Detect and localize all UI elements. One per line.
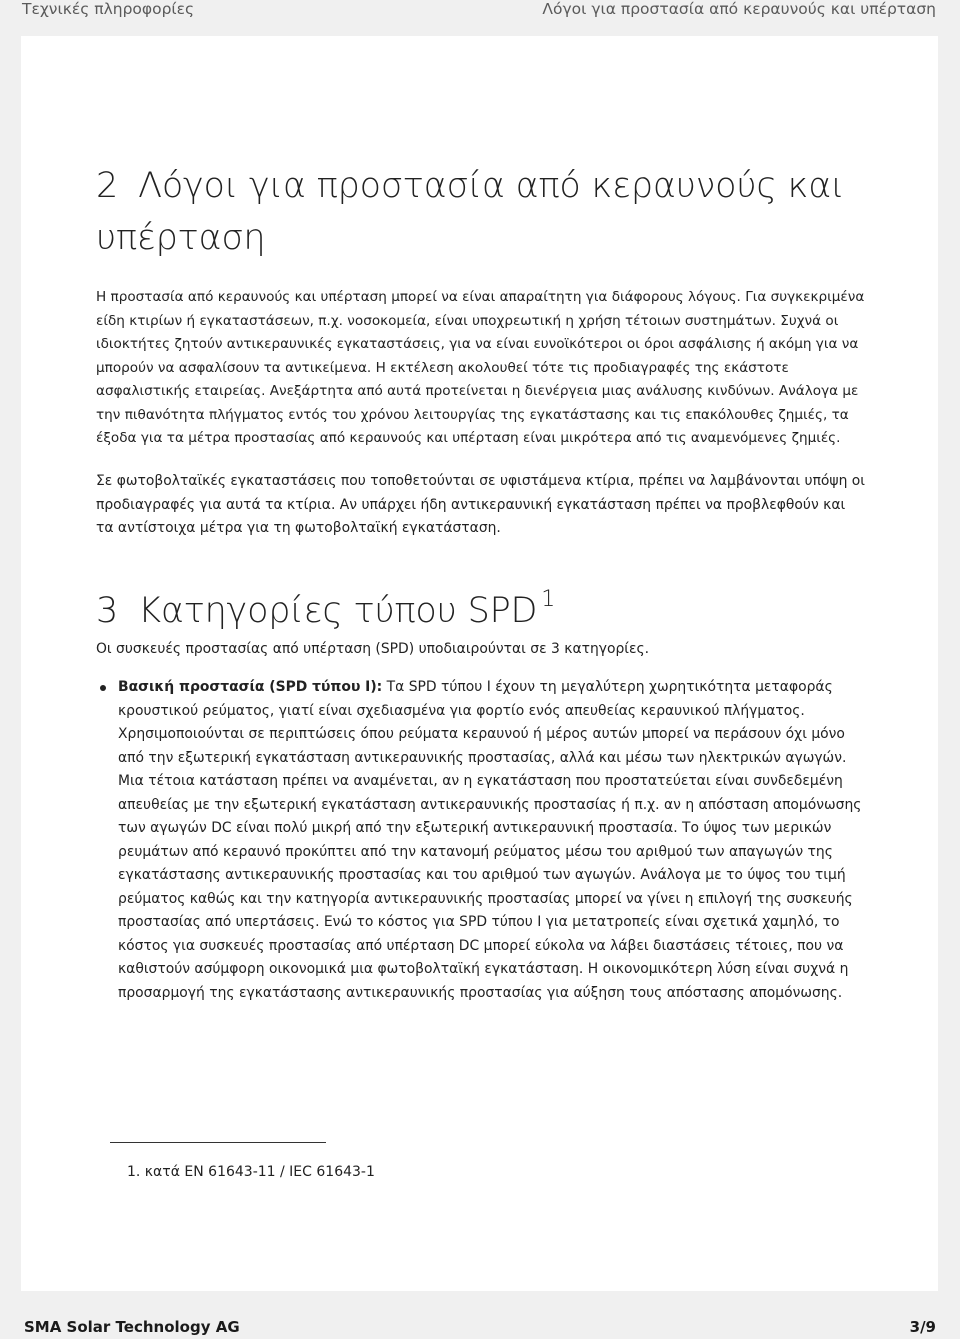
- section-2-title: Λόγοι για προστασία από κεραυνούς και υπέρταση: [96, 166, 845, 258]
- section-3-title: Κατηγορίες τύπου SPD: [138, 591, 538, 631]
- header-chapter-title: Λόγοι για προστασία από κεραυνούς και υπέρταση: [542, 0, 936, 18]
- footer-company: SMA Solar Technology AG: [24, 1318, 240, 1336]
- footnote: 1. κατά EN 61643-11 / IEC 61643-1: [127, 1164, 375, 1180]
- page-sheet: [21, 36, 938, 1291]
- section-2-paragraph-1: Η προστασία από κεραυνούς και υπέρταση μπορεί να είναι απαραίτητη για διάφορους λόγους. Για συγκεκριμένα είδη κτιρίων ή εγκαταστάσεων, π.χ. νοσοκομεία, είναι υποχρεωτική η χρήση τέτοιων συστημάτων. Συχνά οι ιδιοκτήτες ζητούν αντικεραυνικές εγκαταστάσεις, για να είναι ευνοϊκότεροι οι όροι ασφάλισης ή ακόμη για να μπορούν να ασφαλίσουν τα αντικείμενα. Η εκτέλεση ακολουθεί τότε τις προδιαγραφές της εκάστοτε ασφαλιστικής εταιρείας. Ανεξάρτητα από αυτά προτείνεται η διενέργεια μιας ανάλυσης κινδύνων. Ανάλογα με την πιθανότητα πλήγματος εντός του χρόνου λειτουργίας της εγκατάστασης και τις επακόλουθες ζημιές, τα έξοδα για τα μέτρα προστασίας από κεραυνούς και υπέρταση είναι μικρότερα από τις αναμενόμενες ζημιές.: [96, 289, 865, 446]
- bullet-icon: [100, 685, 106, 691]
- section-2-number: 2: [96, 166, 119, 206]
- list-item-heading: Βασική προστασία (SPD τύπου I):: [118, 679, 383, 695]
- section-2-paragraph-2: Σε φωτοβολταϊκές εγκαταστάσεις που τοποθετούνται σε υφιστάμενα κτίρια, πρέπει να λαμβάνονται υπόψη οι προδιαγραφές για αυτά τα κτίρια. Αν υπάρχει ήδη αντικεραυνική εγκατάσταση πρέπει να προβλεφθούν και τα αντίστοιχα μέτρα για τη φωτοβολταϊκή εγκατάσταση.: [96, 473, 866, 536]
- footnote-divider: [110, 1142, 326, 1143]
- page-number: 3/9: [909, 1318, 936, 1336]
- page-header: [0, 0, 960, 36]
- section-3-number: 3: [96, 591, 119, 631]
- section-3-heading: [96, 574, 856, 637]
- footnote-reference: 1: [541, 587, 556, 612]
- list-item: [96, 676, 866, 1005]
- page-footer: [24, 1318, 936, 1338]
- header-doc-type: Τεχνικές πληροφορίες: [22, 0, 195, 18]
- section-2-heading: [96, 160, 856, 264]
- list-item-text: Τα SPD τύπου I έχουν τη μεγαλύτερη χωρητικότητα μεταφοράς κρουστικού ρεύματος, γιατί είναι σχεδιασμένα για φορτίο ενός απευθείας κεραυνικού πλήγματος. Χρησιμοποιούνται σε περιπτώσεις όπου ρεύματα κεραυνού ή μέρος αυτών μπορεί να περάσουν όχι μόνο από την εξωτερική εγκατάσταση αντικεραυνικής προστασίας, αλλά και μέσω των ηλεκτρικών αγωγών. Μια τέτοια κατάσταση πρέπει να αναμένεται, αν η εγκατάσταση που προστατεύεται είναι συνδεδεμένη απευθείας με την εξωτερική εγκατάσταση αντικεραυνικής προστασίας ή π.χ. αν η απόσταση απομόνωσης των αγωγών DC είναι πολύ μικρή από την εξωτερική αντικεραυνική προστασία. Το ύψος των μερικών ρευμάτων από κεραυνό προκύπτει από την κατανομή ρεύματος μέσω του αριθμού των απαγωγών της εγκατάστασης αντικεραυνικής προστασίας και του αριθμού των αγωγών. Ανάλογα με το ύψος του τιμή ρεύματος καθώς και την κατηγορία αντικεραυνικής προστασίας μπορεί να γίνει η επιλογή της συσκευής προστασίας από υπερτάσεις. Ενώ το κόστος για SPD τύπου I για μετατροπείς είναι σχετικά χαμηλό, το κόστος για συσκευές προστασίας από υπέρταση DC μπορεί εύκολα να λάβει διαστάσεις τέτοιες, που να καθιστούν ασύμφορη οικονομικά μια φωτοβολταϊκή εγκατάσταση. Η οικονομικότερη λύση είναι συχνά η προσαρμογή της εγκατάστασης αντικεραυνικής προστασίας για αύξηση τους απόστασης απομόνωσης.: [118, 679, 862, 1001]
- section-3-intro: Οι συσκευές προστασίας από υπέρταση (SPD) υποδιαιρούνται σε 3 κατηγορίες.: [96, 641, 650, 657]
